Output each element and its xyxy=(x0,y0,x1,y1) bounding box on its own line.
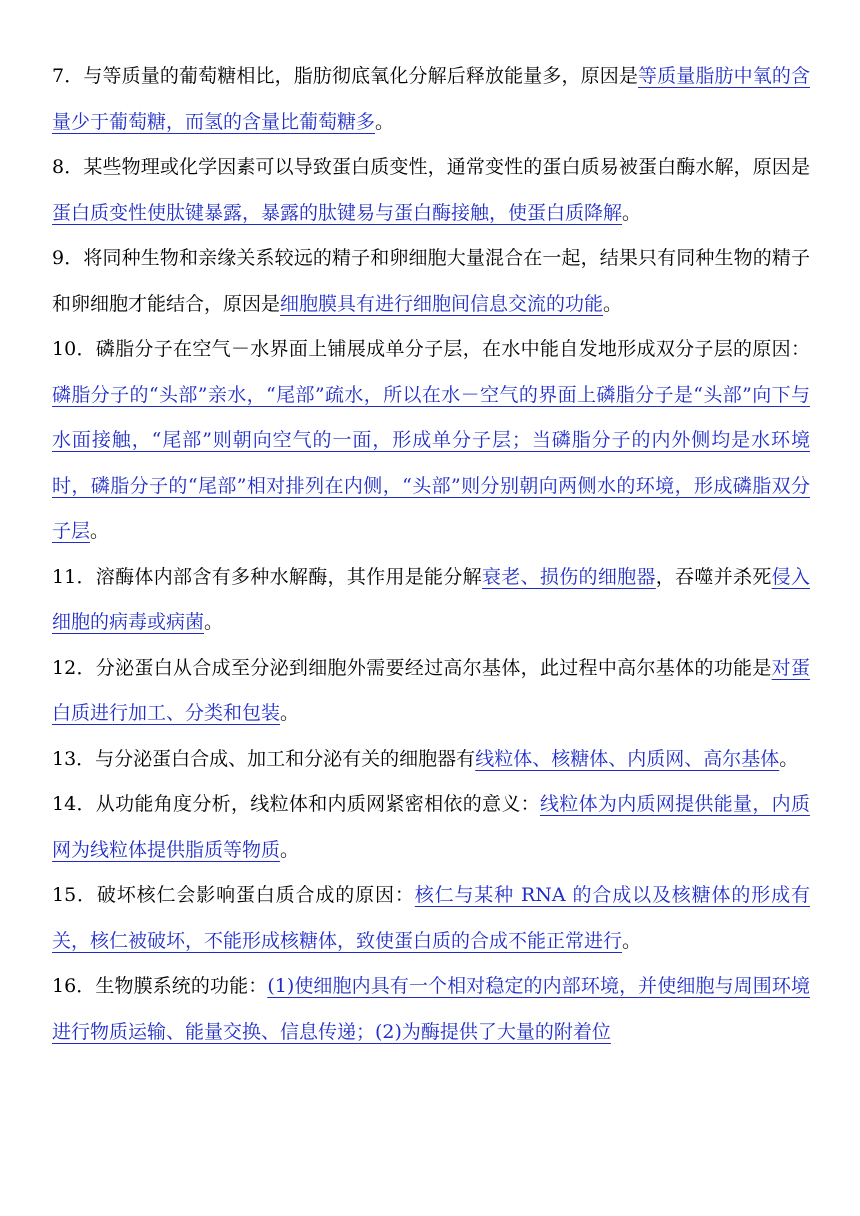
answer-text: 磷脂分子的“头部”亲水，“尾部”疏水，所以在水－空气的界面上磷脂分子是“头部”向下与水面接触，“尾部”则朝向空气的一面，形成单分子层；当磷脂分子的内外侧均是水环境时，磷脂分子的“尾部”相对排列在内侧，“头部”则分别朝向两侧水的环境，形成磷脂双分子层 xyxy=(52,383,810,542)
punctuation: 。 xyxy=(622,201,642,224)
answer-text: 线粒体、核糖体、内质网、高尔基体 xyxy=(475,747,780,770)
answer-text: 衰老、损伤的细胞器 xyxy=(482,565,656,588)
answer-text: 线粒体为内质网提供能量，内质网为线粒体提供脂质等物质 xyxy=(52,793,810,861)
answer-text: 蛋白质变性使肽键暴露，暴露的肽键易与蛋白酶接触，使蛋白质降解 xyxy=(52,201,623,224)
question-12 xyxy=(52,646,810,737)
answer-text-2: 侵入细胞的病毒或病菌 xyxy=(52,565,810,633)
punctuation: 。 xyxy=(90,520,110,542)
question-7 xyxy=(52,54,810,145)
answer-text: 核仁与某种 RNA 的合成以及核糖体的形成有关，核仁被破坏，不能形成核糖体，致使蛋白质的合成不能正常进行 xyxy=(52,884,810,952)
answer-text: 对蛋白质进行加工、分类和包装 xyxy=(52,656,810,724)
question-text: 15．破坏核仁会影响蛋白质合成的原因： xyxy=(52,884,415,906)
question-text: 11．溶酶体内部含有多种水解酶，其作用是能分解 xyxy=(52,565,482,588)
answer-text: 等质量脂肪中氧的含量少于葡萄糖，而氢的含量比葡萄糖多 xyxy=(52,65,810,133)
question-9 xyxy=(52,236,810,327)
question-text: 9．将同种生物和亲缘关系较远的精子和卵细胞大量混合在一起，结果只有同种生物的精子和卵细胞才能结合，原因是 xyxy=(52,247,810,315)
punctuation: 。 xyxy=(280,838,300,861)
question-11 xyxy=(52,555,810,646)
question-text: 13．与分泌蛋白合成、加工和分泌有关的细胞器有 xyxy=(52,747,476,770)
question-text: 7．与等质量的葡萄糖相比，脂肪彻底氧化分解后释放能量多，原因是 xyxy=(52,65,638,87)
question-8 xyxy=(52,145,810,236)
question-10 xyxy=(52,327,810,555)
question-14 xyxy=(52,782,810,873)
question-text-continued: ，吞噬并杀死 xyxy=(655,565,772,588)
punctuation: 。 xyxy=(204,611,224,633)
question-text: 10．磷脂分子在空气－水界面上铺展成单分子层，在水中能自发地形成双分子层的原因： xyxy=(52,338,810,360)
question-13 xyxy=(52,737,810,783)
answer-text: 细胞膜具有进行细胞间信息交流的功能 xyxy=(280,292,604,315)
punctuation: 。 xyxy=(603,292,623,315)
question-15 xyxy=(52,873,810,964)
punctuation: 。 xyxy=(779,747,799,770)
punctuation: 。 xyxy=(622,929,642,952)
document-page xyxy=(52,54,810,1055)
question-text: 8．某些物理或化学因素可以导致蛋白质变性，通常变性的蛋白质易被蛋白酶水解，原因是 xyxy=(52,156,810,178)
question-16 xyxy=(52,964,810,1055)
punctuation: 。 xyxy=(280,702,300,724)
punctuation: 。 xyxy=(375,110,395,133)
question-text: 16．生物膜系统的功能： xyxy=(52,975,268,997)
question-text: 14．从功能角度分析，线粒体和内质网紧密相依的意义： xyxy=(52,793,540,815)
question-text: 12．分泌蛋白从合成至分泌到细胞外需要经过高尔基体，此过程中高尔基体的功能是 xyxy=(52,656,772,679)
answer-text: (1)使细胞内具有一个相对稳定的内部环境，并使细胞与周围环境进行物质运输、能量交换、信息传递；(2)为酶提供了大量的附着位 xyxy=(52,975,810,1043)
